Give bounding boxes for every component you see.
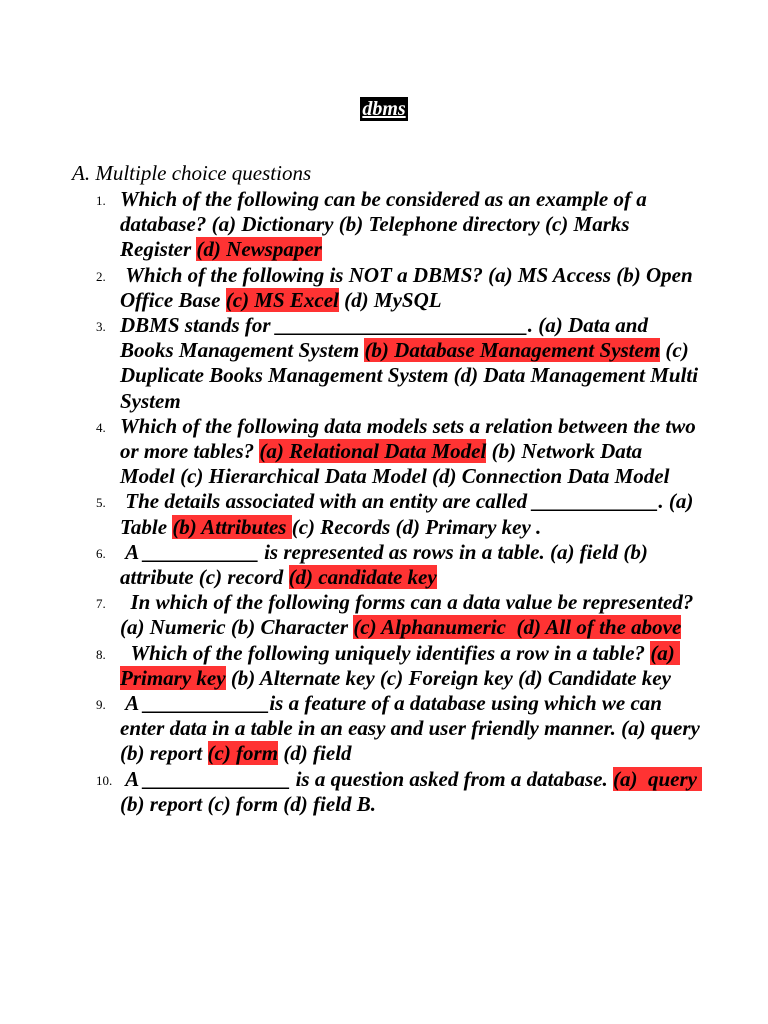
- question-text: In which of the following forms can a data value be represented? (a) Numeric (b) Character: [120, 590, 699, 640]
- highlighted-answer: (a) Primary key: [120, 640, 681, 690]
- question-item: [72, 263, 702, 313]
- highlighted-answer: (b) Attributes: [172, 514, 292, 539]
- question-list: [72, 187, 706, 817]
- highlighted-answer: (a) query: [612, 766, 703, 791]
- question-text: Which of the following can be considered as an example of a database? (a) Dictionary (b) Telephone directory (c) Marks Register: [120, 187, 652, 262]
- question-options-after: (c) Duplicate Books Management System (d) Data Management Multi System: [120, 338, 704, 413]
- question-number: 7.: [96, 596, 106, 612]
- question-number: 9.: [96, 697, 106, 713]
- highlighted-answer: (c) MS Excel: [225, 287, 339, 312]
- highlighted-answer: (d) Newspaper: [196, 237, 322, 262]
- question-options-after: (b) Alternate key (c) Foreign key (d) Candidate key: [225, 665, 671, 690]
- question-item: [72, 641, 702, 691]
- document-title-text: dbms: [362, 98, 406, 120]
- question-number: 1.: [96, 193, 106, 208]
- highlighted-answer: (c) Alphanumeric (d) All of the above: [353, 615, 682, 640]
- question-number: 6.: [96, 545, 106, 561]
- question-text: Which of the following data models sets a relation between the two or more tables?: [120, 413, 702, 464]
- question-item: [72, 414, 702, 490]
- section-heading: A. Multiple choice questions: [72, 161, 312, 185]
- question-options-after: (b) report (c) form (d) field B.: [120, 791, 377, 816]
- highlighted-answer: (b) Database Management System: [364, 338, 661, 363]
- question-text: A ______________ is a question asked from a database.: [120, 766, 613, 791]
- question-number: 4.: [96, 419, 106, 435]
- question-item: [72, 691, 706, 767]
- question-options-after: (b) Network Data Model (c) Hierarchical Data Model (d) Connection Data Model: [120, 439, 670, 489]
- question-number: 5.: [96, 495, 106, 511]
- highlighted-answer: (c) form: [207, 741, 279, 766]
- question-item: [72, 313, 702, 414]
- highlighted-answer: (d) candidate key: [288, 565, 437, 590]
- question-text: A ____________is a feature of a database using which we can enter data in a table in an easy and user friendly manner. (a) query (b) report: [120, 691, 706, 766]
- question-number: 8.: [96, 646, 106, 662]
- question-item: [72, 187, 702, 263]
- question-item: [72, 767, 702, 817]
- question-number: 3.: [96, 319, 106, 335]
- question-text: The details associated with an entity are called ____________. (a) Table: [120, 489, 699, 539]
- question-item: [72, 540, 702, 590]
- document-title: [0, 86, 768, 123]
- question-item: [72, 489, 702, 539]
- question-text: A ___________ is represented as rows in a table. (a) field (b) attribute (c) record: [120, 539, 654, 590]
- question-number: 2.: [96, 268, 106, 284]
- highlighted-answer: (a) Relational Data Model: [259, 439, 487, 464]
- question-text: DBMS stands for ________________________. (a) Data and Books Management System: [120, 313, 654, 363]
- question-text: Which of the following uniquely identifies a row in a table?: [120, 640, 651, 665]
- question-options-after: (c) Records (d) Primary key .: [291, 514, 542, 539]
- question-options-after: (d) field: [278, 741, 352, 766]
- question-item: [72, 590, 702, 640]
- question-number: 10.: [96, 772, 113, 788]
- question-text: Which of the following is NOT a DBMS? (a) MS Access (b) Open Office Base: [120, 262, 698, 312]
- question-options-after: (d) MySQL: [338, 287, 442, 312]
